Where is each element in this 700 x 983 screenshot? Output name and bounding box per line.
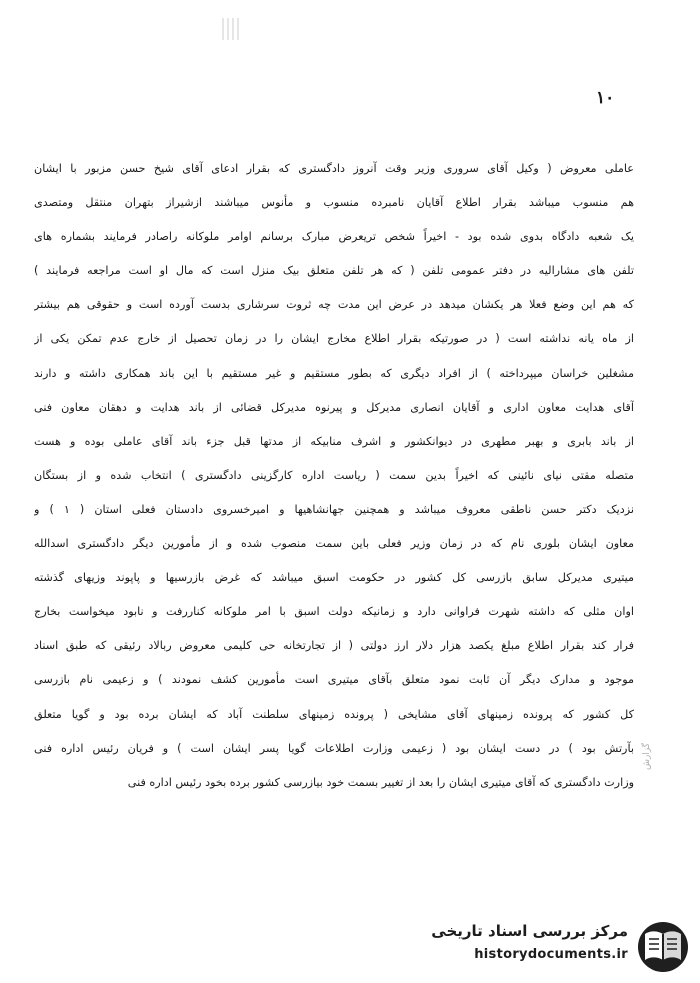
faint-stamp-mark <box>222 18 242 40</box>
text-line: اوان مثلی که داشته شهرت فراوانی دارد و زمانیکه دولت اسبق با امر ملوکانه کناررفت و نابود میخواست بخارج <box>34 605 634 619</box>
text-line: موجود و مدارک دیگر آن ثابت نمود متعلق بآقای میتیری است مأمورین کشف نمودند ) و زعیمی نام بازرسی <box>34 673 634 687</box>
text-line: یک شعبه دادگاه بدوی شده بود - اخیراً شخص تریعرض مبارک برسانم اوامر ملوکانه راصادر فرمایند بشماره های <box>34 230 634 244</box>
text-line: متصله مقتی نیای نائینی که اخیراً بدین سمت ( ریاست اداره کارگزینی دادگستری ) انتخاب شده و از بستگان <box>34 468 634 482</box>
text-line: کل کشور که پرونده زمینهای آقای مشایخی ( پرونده زمینهای سلطنت آباد که ایشان برده بود و گویا متعلق <box>34 707 634 721</box>
text-line: میتیری مدیرکل سابق بازرسی کل کشور در حکومت اسبق میباشد که غرض بازرسیها و پاپوند وزیهای گذشته <box>34 571 634 585</box>
text-line: وزارت دادگستری که آقای میتیری ایشان را بعد از تغییر بسمت خود بیازرسی کشور برده بخود رئیس اداره فنی <box>127 775 634 789</box>
watermark-name: مرکز بررسی اسناد تاریخی <box>431 922 628 940</box>
text-line: فرار کند بقرار اطلاع مبلغ یکصد هزار دلار ارز دولتی ( از تجارتخانه حی کلیمی معروض ربالاد رئیقی که طبق اسناد <box>34 639 634 653</box>
text-line: هم منسوب میباشد بقرار اطلاع آقایان نامبرده منسوب و مأنوس میباشند ازشیراز بتهران منتقل ومتصدی <box>34 196 634 210</box>
text-line: تلفن های مشارالیه در دفتر عمومی تلفن ( که هر تلفن متعلق بیک منزل است که مال او است مراجعه فرمایند ) <box>34 264 634 278</box>
watermark[interactable] <box>414 918 694 972</box>
text-line: نزدیک دکتر حسن ناطقی معروف میباشد و همچنین جهانشاهیها و امیرخسروی دادستان فعلی استان ( ۱ ) و <box>34 502 634 516</box>
document-body <box>34 152 634 800</box>
text-line: از ماه یانه نداشته است ( در صورتیکه بقرار اطلاع مخارج ایشان را در زمان تحصیل از خارج عدم تمکن یکی از <box>34 332 634 346</box>
text-line: مشغلین خراسان میپرداخته ) از افراد دیگری که بطور مستقیم و غیر مستقیم با این باند همکاری داشته و دارند <box>34 366 634 380</box>
page-number: ١٠ <box>596 88 615 108</box>
text-line: از باند بابری و بهبر مطهری در دیوانکشور و اشرف منابیکه از مدتها قبل جزء باند آقای عاملی بوده و هست <box>34 434 634 448</box>
text-line: عاملی معروض ( وکیل آقای سروری وزیر وقت آنروز دادگستری که بقرار ادعای آقای شیخ حسن مزبور با ایشان <box>34 162 634 175</box>
text-line: که هم این وضع فعلا هر یکشان میدهد در عرض این مدت چه ثروت سرشاری بدست آورده است و حقوقی هم بیشتر <box>34 298 634 312</box>
margin-handwritten-note: گزارش <box>642 742 652 770</box>
watermark-url[interactable]: historydocuments.ir <box>474 947 628 962</box>
book-logo-icon <box>636 920 690 974</box>
text-line: بآرتش بود ) در دست ایشان بود ( زعیمی وزارت اطلاعات گویا پسر ایشان است ) و فریان رئیس اداره فنی <box>34 741 634 755</box>
text-line: معاون ایشان بلوری نام که در زمان وزیر فعلی باین سمت منصوب شده و از مأمورین دیگر دادگستری اسدالله <box>34 537 634 551</box>
text-line: آقای هدایت معاون اداری و آقایان انصاری مدیرکل و پیرنوه مدیرکل قضائی از باند هدایت و دهقان معاون فنی <box>34 400 634 414</box>
